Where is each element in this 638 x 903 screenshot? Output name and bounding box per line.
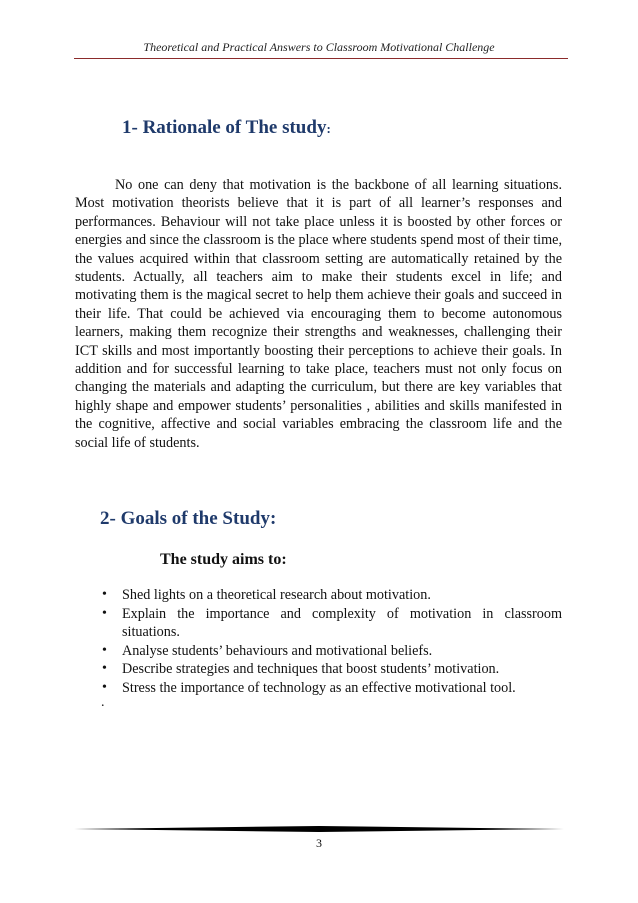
- list-item: [100, 586, 562, 605]
- footer-rule-shape: [74, 826, 564, 832]
- list-item-text: Analyse students’ behaviours and motivational beliefs.: [122, 642, 433, 659]
- list-item-text: Shed lights on a theoretical research about motivation.: [122, 587, 431, 603]
- section-heading-goals: 2- Goals of the Study:: [100, 508, 277, 529]
- list-item-text: Stress the importance of technology as an effective motivational tool.: [122, 679, 516, 696]
- rationale-heading-colon: :: [326, 121, 331, 136]
- goals-subheading: The study aims to:: [160, 551, 287, 568]
- section-heading-rationale: [122, 117, 331, 139]
- list-item-text: Explain the importance and complexity of motivation in classroom situations.: [122, 605, 562, 640]
- bullet-icon: •: [102, 587, 107, 602]
- list-item-text: Describe strategies and techniques that boost students’ motivation.: [122, 661, 500, 677]
- trailing-mark: .: [101, 695, 105, 710]
- list-item: [100, 605, 562, 642]
- header-rule: [74, 58, 568, 59]
- page-number: 3: [316, 836, 322, 850]
- footer-rule: [74, 826, 564, 832]
- bullet-icon: •: [102, 679, 107, 695]
- list-item: [100, 642, 562, 661]
- rationale-paragraph: No one can deny that motivation is the backbone of all learning situations. Most motivation theorists believe that it is part of all learner’s responses and performances. Behaviour will not take place unless it is boosted by other forces or energies and since the classroom is the place where students spend most of their time, the values acquired within that classroom setting are automatically retained by the students. Actually, all teachers aim to make their students excel in life; and motivating them is the magical secret to help them achieve their goals and succeed in their life. That could be achieved via encouraging them to become autonomous learners, making them recognize their strengths and weaknesses, challenging their ICT skills and most importantly boosting their perceptions to achieve their goals. In addition and for successful learning to take place, teachers must not only focus on changing the materials and adapting the curriculum, but there are key variables that highly shape and empower students’ personalities , abilities and skills manifested in the cognitive, affective and social variables embracing the classroom life and the social life of students.: [75, 177, 562, 451]
- bullet-icon: •: [102, 661, 107, 676]
- list-item: [100, 679, 562, 698]
- goals-list: [100, 586, 562, 697]
- list-item: [100, 660, 562, 679]
- bullet-icon: •: [102, 605, 107, 621]
- bullet-icon: •: [102, 642, 107, 658]
- rationale-heading-text: 1- Rationale of The study: [122, 117, 327, 138]
- running-header: Theoretical and Practical Answers to Classroom Motivational Challenge: [143, 40, 495, 54]
